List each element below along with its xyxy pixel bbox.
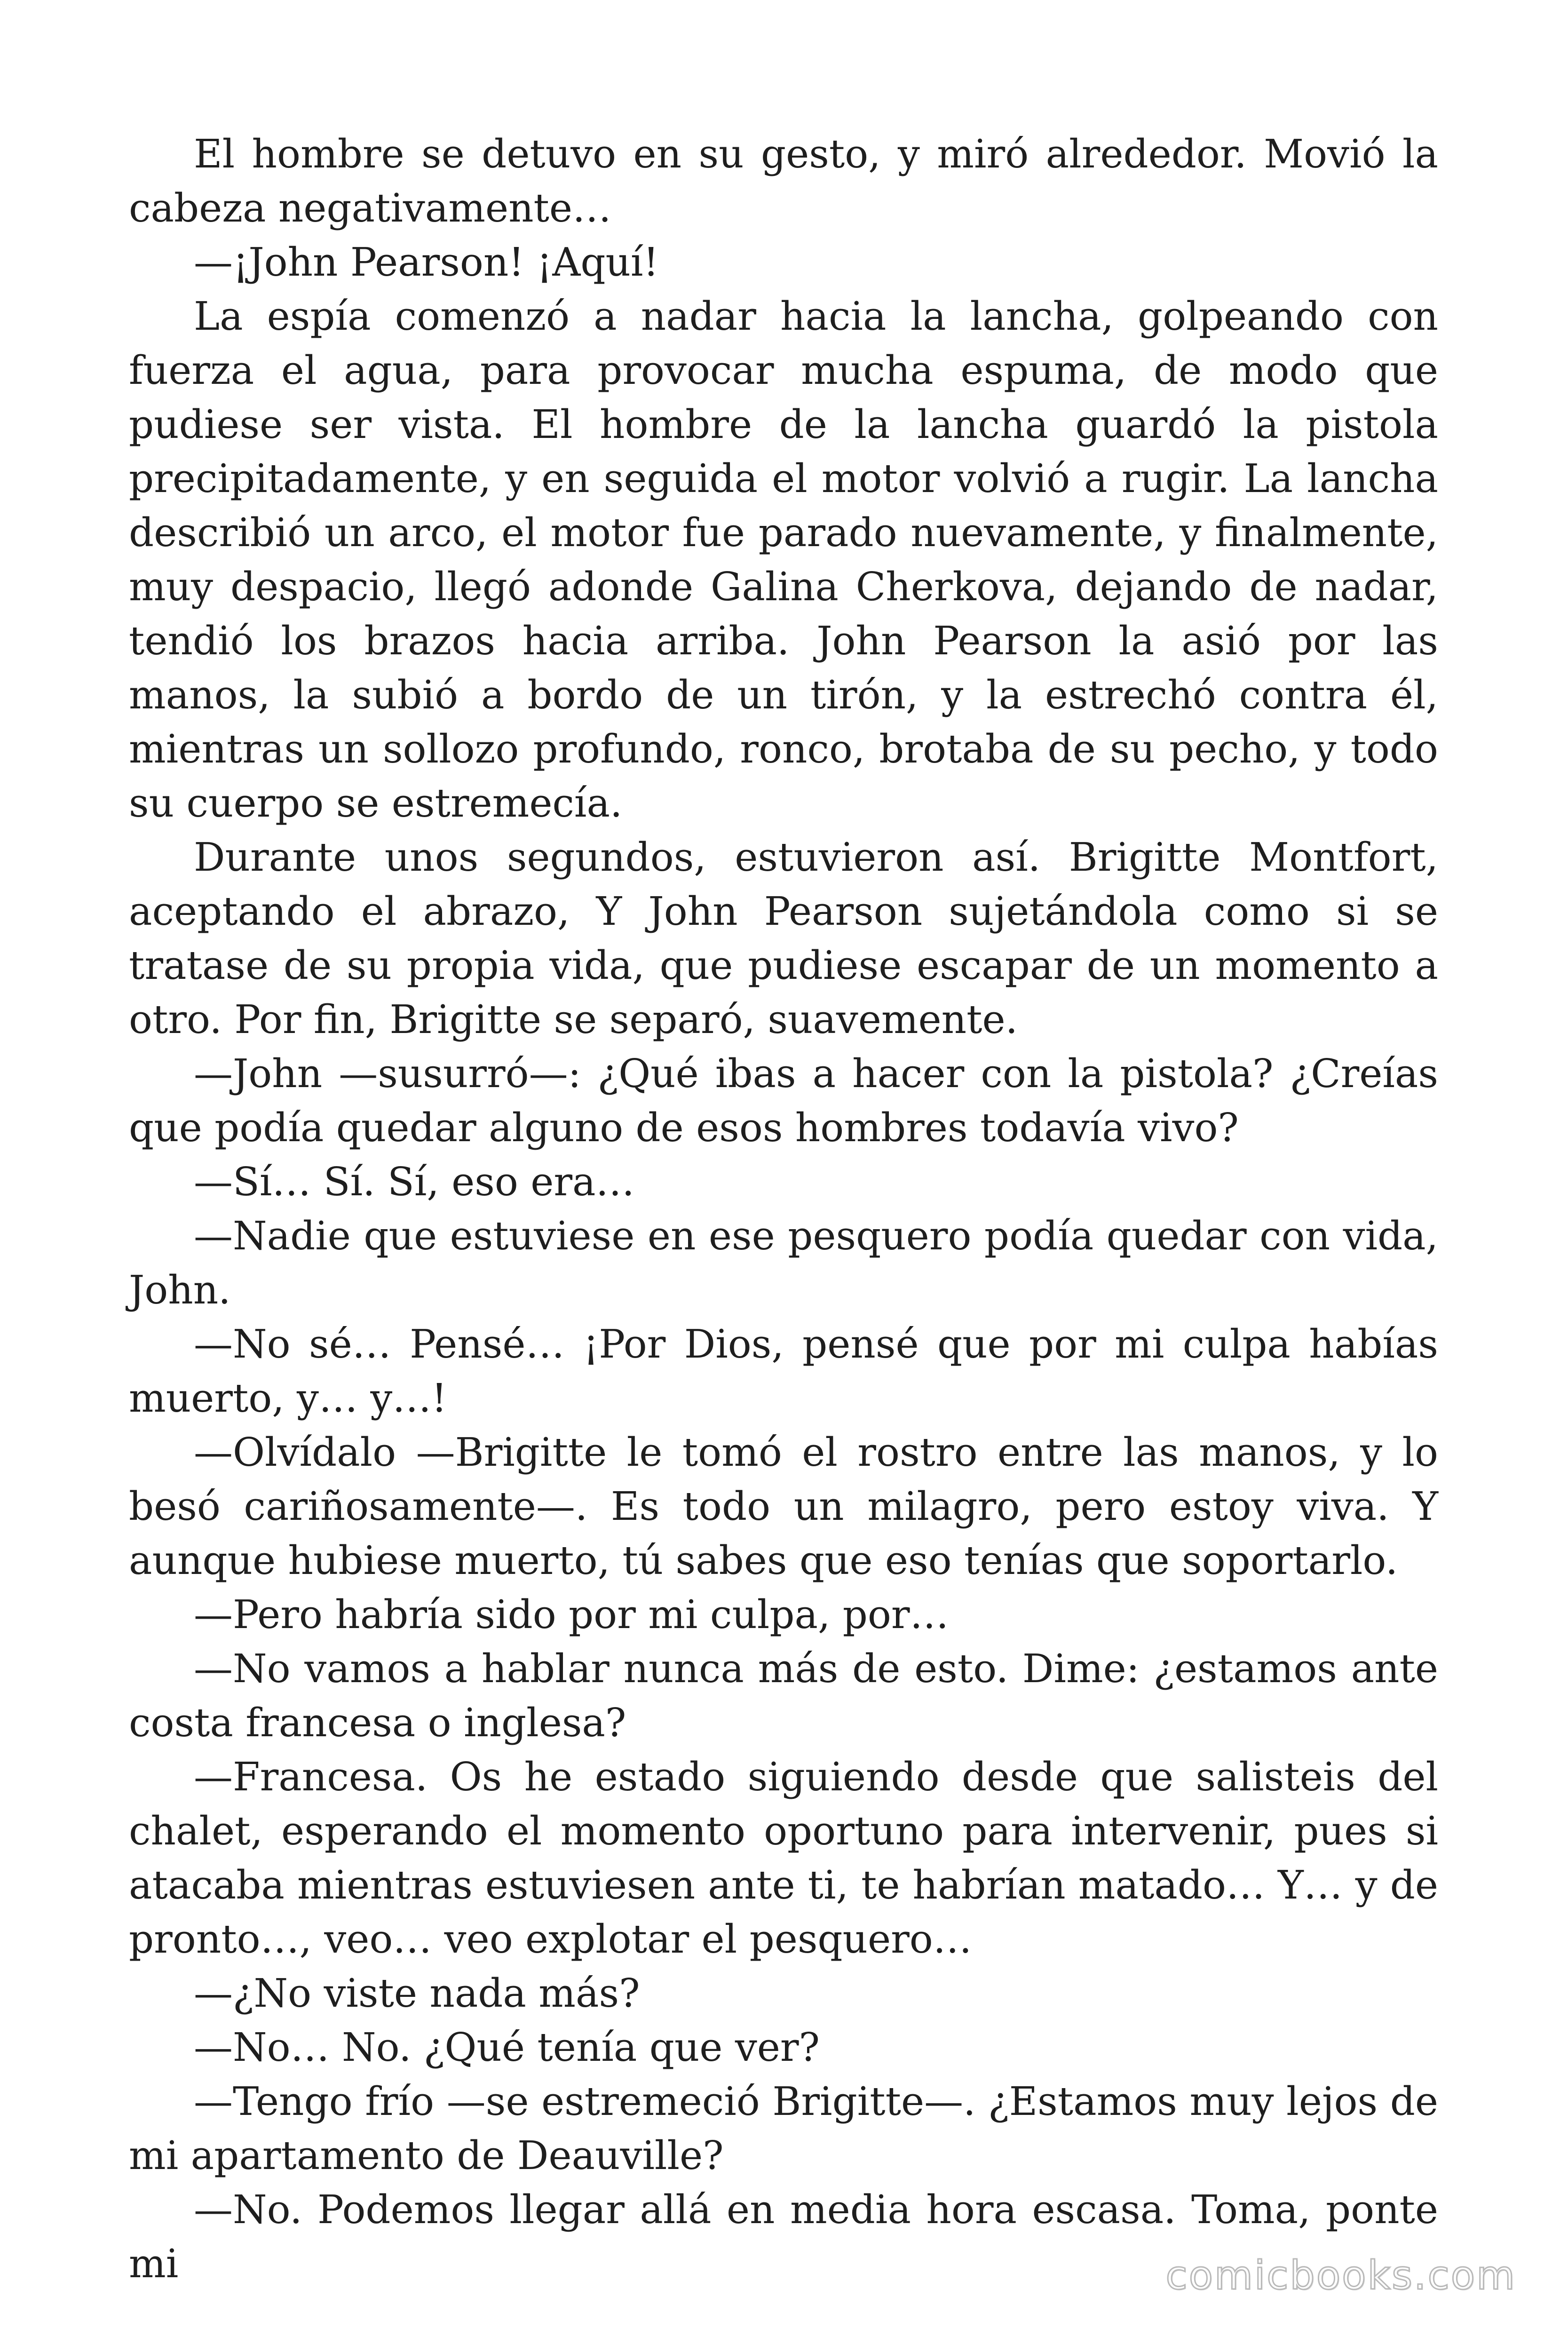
- paragraph: —¡John Pearson! ¡Aquí!: [194, 239, 659, 285]
- paragraph: —No… No. ¿Qué tenía que ver?: [194, 2025, 820, 2070]
- paragraph: Durante unos segundos, estuvieron así. Brigitte Montfort, aceptando el abrazo, Y John Pearson sujetándola como si se tratase de su propia vida, que pudiese escapar de un momento a otro. Por fin, Brigitte se separó, suavemente.: [129, 834, 1438, 1042]
- book-page-text: [129, 127, 1438, 2291]
- paragraph: —John —susurró—: ¿Qué ibas a hacer con la pistola? ¿Creías que podía quedar alguno de esos hombres todavía vivo?: [129, 1051, 1438, 1151]
- paragraph-last-line: —No. Podemos llegar allá en media hora escasa. Toma, ponte mi: [129, 2187, 1438, 2287]
- paragraph: —Tengo frío —se estremeció Brigitte—. ¿Estamos muy lejos de mi apartamento de Deauville?: [129, 2079, 1438, 2178]
- paragraph: —Sí… Sí. Sí, eso era…: [194, 1159, 635, 1205]
- watermark: comicbooks.com: [1165, 2252, 1516, 2298]
- paragraph: —Pero habría sido por mi culpa, por…: [194, 1592, 949, 1637]
- paragraph: —No vamos a hablar nunca más de esto. Dime: ¿estamos ante costa francesa o inglesa?: [129, 1646, 1438, 1746]
- paragraph: —¿No viste nada más?: [194, 1971, 640, 2016]
- paragraph: La espía comenzó a nadar hacia la lancha, golpeando con fuerza el agua, para provocar mucha espuma, de modo que pudiese ser vista. El hombre de la lancha guardó la pistola precipitadamente, y en seguida el motor volvió a rugir. La lancha describió un arco, el motor fue parado nuevamente, y finalmente, muy despacio, llegó adonde Galina Cherkova, dejando de nadar, tendió los brazos hacia arriba. John Pearson la asió por las manos, la subió a bordo de un tirón, y la estrechó contra él, mientras un sollozo profundo, ronco, brotaba de su pecho, y todo su cuerpo se estremecía.: [129, 294, 1438, 826]
- paragraph: —Francesa. Os he estado siguiendo desde que salisteis del chalet, esperando el momento oportuno para intervenir, pues si atacaba mientras estuviesen ante ti, te habrían matado… Y… y de pronto…, veo… veo explotar el pesquero…: [129, 1754, 1438, 1962]
- paragraph: —Olvídalo —Brigitte le tomó el rostro entre las manos, y lo besó cariñosamente—. Es todo un milagro, pero estoy viva. Y aunque hubiese muerto, tú sabes que eso tenías que soportarlo.: [129, 1430, 1438, 1583]
- paragraph: —Nadie que estuviese en ese pesquero podía quedar con vida, John.: [129, 1213, 1438, 1313]
- paragraph: —No sé… Pensé… ¡Por Dios, pensé que por mi culpa habías muerto, y… y…!: [129, 1321, 1438, 1421]
- paragraph: El hombre se detuvo en su gesto, y miró alrededor. Movió la cabeza negativamente…: [129, 131, 1438, 231]
